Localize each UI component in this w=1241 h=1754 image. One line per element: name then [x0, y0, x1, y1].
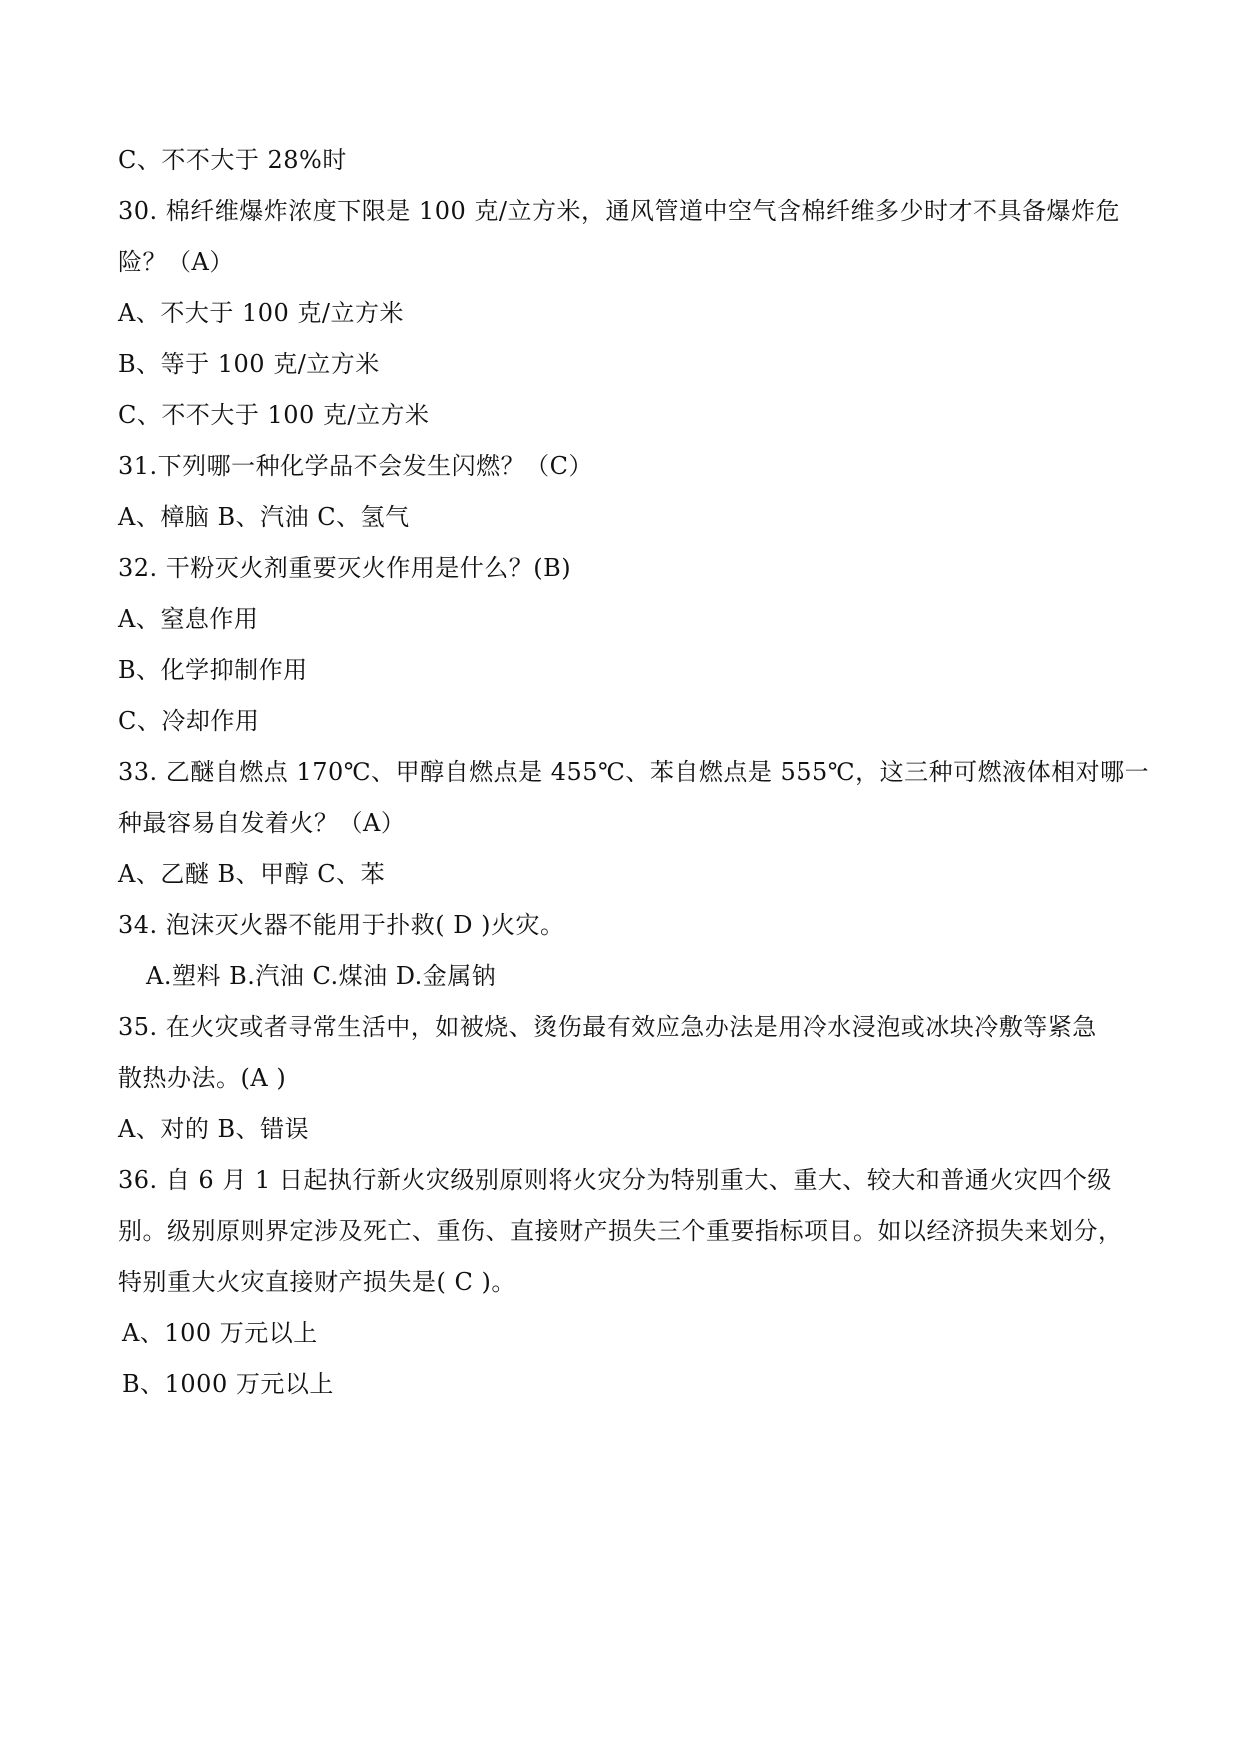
question-36-text: 36. 自 6 月 1 日起执行新火灾级别原则将火灾分为特别重大、重大、较大和普通火灾四个级: [118, 1166, 1112, 1194]
option-a: A、窒息作用: [118, 605, 259, 633]
option-a: A、不大于 100 克/立方米: [118, 299, 404, 327]
question-35-text-cont: 散热办法。(A ): [118, 1064, 287, 1092]
option-a: A、100 万元以上: [122, 1319, 318, 1347]
question-31-options: A、樟脑 B、汽油 C、氢气: [118, 503, 410, 531]
question-33-text: 33. 乙醚自燃点 170℃、甲醇自燃点是 455℃、苯自燃点是 555℃，这三种可燃液体相对哪一: [118, 758, 1150, 786]
question-34-text: 34. 泡沫灭火器不能用于扑救( D )火灾。: [118, 911, 565, 939]
question-33-options: A、乙醚 B、甲醇 C、苯: [118, 860, 386, 888]
question-35-text: 35. 在火灾或者寻常生活中，如被烧、烫伤最有效应急办法是用冷水浸泡或冰块冷敷等紧急: [118, 1013, 1097, 1041]
text-line: C、不不大于 28%时: [118, 146, 347, 174]
question-31-text: 31.下列哪一种化学品不会发生闪燃？（C）: [118, 452, 594, 480]
option-c: C、冷却作用: [118, 707, 260, 735]
question-35-options: A、对的 B、错误: [118, 1115, 310, 1143]
question-34-options: A.塑料 B.汽油 C.煤油 D.金属钠: [146, 962, 497, 990]
question-30-text-cont: 险？（A）: [118, 248, 234, 276]
option-b: B、化学抑制作用: [118, 656, 308, 684]
option-b: B、1000 万元以上: [122, 1370, 334, 1398]
question-33-text-cont: 种最容易自发着火？（A）: [118, 809, 406, 837]
question-36-text-cont: 特别重大火灾直接财产损失是( C )。: [118, 1268, 516, 1296]
option-b: B、等于 100 克/立方米: [118, 350, 380, 378]
option-c: C、不不大于 100 克/立方米: [118, 401, 430, 429]
question-30-text: 30. 棉纤维爆炸浓度下限是 100 克/立方米，通风管道中空气含棉纤维多少时才不具备爆炸危: [118, 197, 1120, 225]
question-36-text-cont: 别。级别原则界定涉及死亡、重伤、直接财产损失三个重要指标项目。如以经济损失来划分，: [118, 1217, 1123, 1245]
question-32-text: 32. 干粉灭火剂重要灭火作用是什么？(B): [118, 554, 572, 582]
